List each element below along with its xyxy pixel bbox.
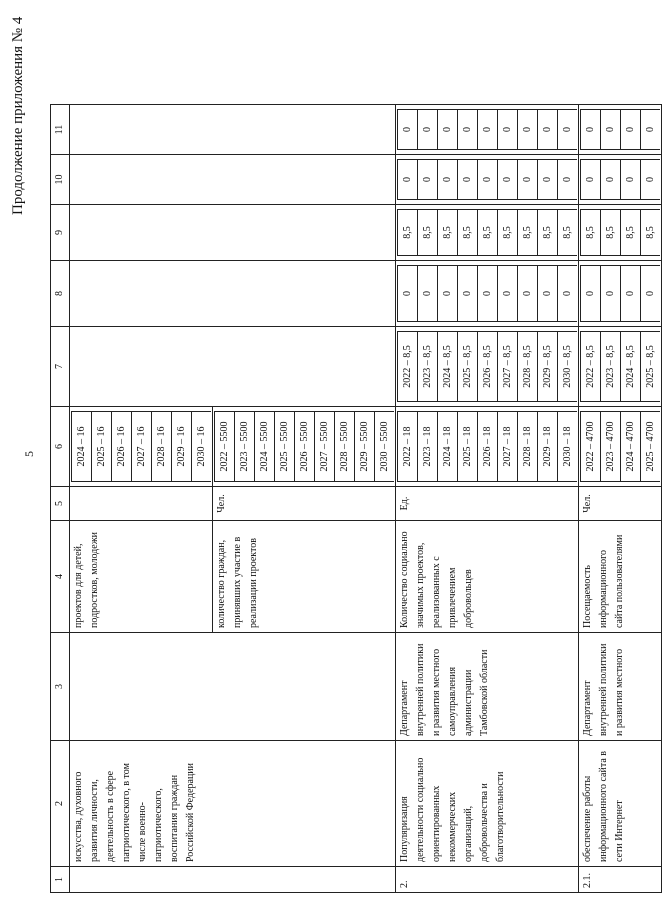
value-cell: 8,5 (438, 210, 458, 256)
value-cell: 0 (438, 110, 458, 150)
value-cell: 0 (398, 160, 418, 200)
value-cell: 0 (398, 266, 418, 322)
value-cell: 0 (581, 266, 601, 322)
value-cell: 0 (518, 160, 538, 200)
value-cell: 2030 – 5500 (375, 412, 395, 482)
value-cell: 2029 – 5500 (355, 412, 375, 482)
program-table (50, 104, 662, 893)
value-cell: 2028 – 8,5 (518, 332, 538, 402)
funding-total (579, 327, 662, 407)
value-cell: 0 (538, 110, 558, 150)
value-cell: 2023 – 18 (418, 412, 438, 482)
value-cell: 2022 – 4700 (581, 412, 601, 482)
executor: Департамент внутренней политики и развития местного (579, 633, 662, 741)
target-values (579, 407, 662, 487)
value-cell: 0 (621, 160, 641, 200)
value-cell: 2026 – 16 (112, 412, 132, 482)
value-cell: 0 (478, 266, 498, 322)
indicator: Посещаемость информационного сайта пользователями (579, 521, 662, 633)
value-cell: 2030 – 16 (192, 412, 212, 482)
value-list (580, 331, 660, 402)
value-list (397, 109, 577, 150)
value-cell: 2025 – 5500 (275, 412, 295, 482)
value-list (397, 411, 577, 482)
value-cell: 0 (438, 160, 458, 200)
value-cell: 2023 – 4700 (601, 412, 621, 482)
value-cell: 2029 – 16 (172, 412, 192, 482)
indicator: проектов для детей, подростков, молодежи (70, 521, 213, 633)
value-list (580, 411, 660, 482)
appendix-title: Продолжение приложения № 4 (10, 16, 26, 215)
value-cell: 2026 – 5500 (295, 412, 315, 482)
table-row (579, 105, 662, 893)
value-cell: 2025 – 4700 (641, 412, 661, 482)
value-cell: 8,5 (641, 210, 661, 256)
indicator: Количество социально значимых проектов, реализованных с привлечением добровольцев (396, 521, 579, 633)
row-number: 2. (396, 867, 579, 893)
value-list (397, 265, 577, 322)
header-cell: 5 (51, 487, 70, 521)
value-cell: 8,5 (418, 210, 438, 256)
value-cell: 2025 – 18 (458, 412, 478, 482)
header-row (51, 105, 70, 893)
value-cell: 8,5 (538, 210, 558, 256)
value-cell: 2027 – 8,5 (498, 332, 518, 402)
measure-name: Популяризация деятельности социально ориентированных некоммерческих организаций, добровольчества и благотворительности (396, 741, 579, 867)
value-cell: 2024 – 18 (438, 412, 458, 482)
value-cell: 2025 – 8,5 (458, 332, 478, 402)
value-cell: 2027 – 16 (132, 412, 152, 482)
value-cell: 0 (558, 160, 578, 200)
measure-name: искусства, духовного развития личности, деятельность в сфере патриотического, в том числе военно-патриотического, воспитания граждан Российской Федерации (70, 741, 396, 867)
value-cell: 2029 – 18 (538, 412, 558, 482)
row-number (70, 867, 396, 893)
target-values (213, 407, 396, 487)
value-list (214, 411, 394, 482)
federal-budget (579, 261, 662, 327)
value-cell: 0 (498, 110, 518, 150)
table-row (70, 105, 213, 893)
value-cell: 0 (538, 160, 558, 200)
row-number: 2.1. (579, 867, 662, 893)
unit: Чел. (579, 487, 662, 521)
value-cell: 8,5 (558, 210, 578, 256)
value-list (397, 159, 577, 200)
value-list (580, 209, 660, 256)
value-cell: 2023 – 8,5 (601, 332, 621, 402)
value-cell: 2026 – 8,5 (478, 332, 498, 402)
federal-budget (396, 261, 579, 327)
value-cell: 2028 – 5500 (335, 412, 355, 482)
page-number: 5 (22, 451, 36, 457)
value-cell: 2027 – 5500 (315, 412, 335, 482)
local-budget (70, 155, 396, 205)
regional-budget (579, 205, 662, 261)
value-cell: 0 (641, 110, 661, 150)
value-cell: 0 (418, 266, 438, 322)
value-cell: 2027 – 18 (498, 412, 518, 482)
value-cell: 0 (458, 110, 478, 150)
value-cell: 0 (601, 266, 621, 322)
value-cell: 8,5 (601, 210, 621, 256)
indicator: количество граждан, принявших участие в реализации проектов (213, 521, 396, 633)
executor: Департамент внутренней политики и развития местного самоуправления администрации Тамбовской области (396, 633, 579, 741)
value-cell: 0 (418, 110, 438, 150)
value-cell: 0 (518, 110, 538, 150)
header-cell: 3 (51, 633, 70, 741)
value-cell: 0 (478, 160, 498, 200)
value-cell: 0 (641, 160, 661, 200)
value-cell: 2028 – 18 (518, 412, 538, 482)
value-cell: 2024 – 5500 (255, 412, 275, 482)
value-cell: 2030 – 8,5 (558, 332, 578, 402)
value-cell: 0 (498, 266, 518, 322)
federal-budget (70, 261, 396, 327)
value-cell: 2024 – 16 (72, 412, 92, 482)
header-cell: 4 (51, 521, 70, 633)
extra-budget (579, 105, 662, 155)
header-cell: 11 (51, 105, 70, 155)
value-list (71, 411, 211, 482)
regional-budget (396, 205, 579, 261)
extra-budget (396, 105, 579, 155)
value-cell: 8,5 (518, 210, 538, 256)
value-cell: 0 (518, 266, 538, 322)
value-cell: 0 (641, 266, 661, 322)
value-cell: 0 (601, 110, 621, 150)
value-cell: 0 (581, 160, 601, 200)
value-cell: 2025 – 8,5 (641, 332, 661, 402)
header-cell: 10 (51, 155, 70, 205)
target-values (70, 407, 213, 487)
value-cell: 0 (498, 160, 518, 200)
regional-budget (70, 205, 396, 261)
table-row (396, 105, 579, 893)
value-cell: 2024 – 8,5 (621, 332, 641, 402)
header-cell: 2 (51, 741, 70, 867)
value-cell: 8,5 (581, 210, 601, 256)
value-cell: 2024 – 4700 (621, 412, 641, 482)
value-cell: 2022 – 5500 (215, 412, 235, 482)
value-cell: 0 (418, 160, 438, 200)
value-cell: 0 (621, 110, 641, 150)
target-values (396, 407, 579, 487)
value-cell: 0 (558, 266, 578, 322)
value-list (580, 159, 660, 200)
funding-total (396, 327, 579, 407)
value-cell: 2023 – 8,5 (418, 332, 438, 402)
value-cell: 8,5 (498, 210, 518, 256)
header-cell: 7 (51, 327, 70, 407)
value-cell: 2028 – 16 (152, 412, 172, 482)
value-cell: 8,5 (621, 210, 641, 256)
value-cell: 8,5 (398, 210, 418, 256)
value-cell: 0 (621, 266, 641, 322)
funding-total (70, 327, 396, 407)
value-cell: 0 (398, 110, 418, 150)
unit: Чел. (213, 487, 396, 521)
header-cell: 6 (51, 407, 70, 487)
value-list (397, 209, 577, 256)
value-cell: 2026 – 18 (478, 412, 498, 482)
value-list (580, 265, 660, 322)
value-cell: 8,5 (478, 210, 498, 256)
value-list (397, 331, 577, 402)
value-cell: 2022 – 18 (398, 412, 418, 482)
value-cell: 0 (438, 266, 458, 322)
value-cell: 2024 – 8,5 (438, 332, 458, 402)
measure-name: обеспечение работы информационного сайта в сети Интернет (579, 741, 662, 867)
header-cell: 1 (51, 867, 70, 893)
header-cell: 9 (51, 205, 70, 261)
value-cell: 0 (478, 110, 498, 150)
value-cell: 0 (458, 160, 478, 200)
executor (70, 633, 396, 741)
value-cell: 0 (581, 110, 601, 150)
unit (70, 487, 213, 521)
value-cell: 0 (538, 266, 558, 322)
value-cell: 0 (601, 160, 621, 200)
local-budget (579, 155, 662, 205)
local-budget (396, 155, 579, 205)
value-cell: 2023 – 5500 (235, 412, 255, 482)
value-cell: 8,5 (458, 210, 478, 256)
value-cell: 2029 – 8,5 (538, 332, 558, 402)
value-list (580, 109, 660, 150)
value-cell: 0 (458, 266, 478, 322)
value-cell: 2022 – 8,5 (398, 332, 418, 402)
value-cell: 2022 – 8,5 (581, 332, 601, 402)
value-cell: 0 (558, 110, 578, 150)
unit: Ед. (396, 487, 579, 521)
value-cell: 2030 – 18 (558, 412, 578, 482)
header-cell: 8 (51, 261, 70, 327)
extra-budget (70, 105, 396, 155)
value-cell: 2025 – 16 (92, 412, 112, 482)
